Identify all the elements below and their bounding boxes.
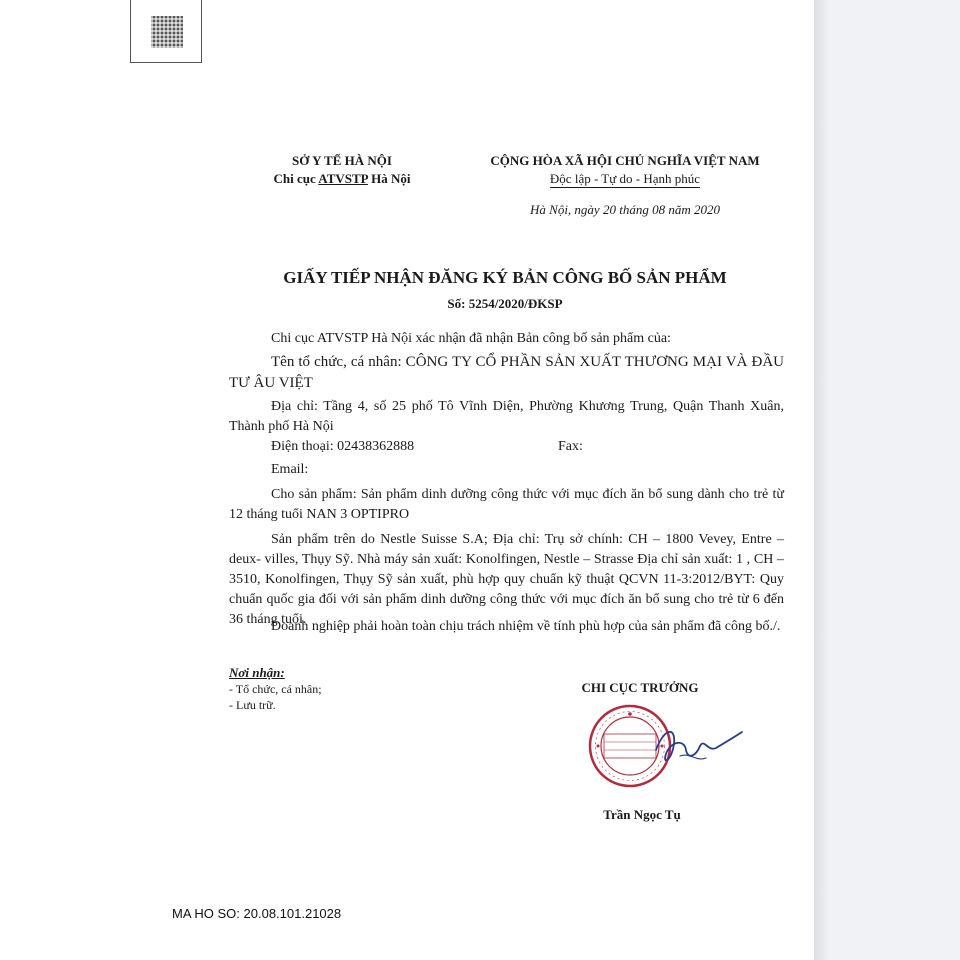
recipients-heading: Nơi nhận: bbox=[229, 665, 285, 680]
signer-title: CHI CỤC TRƯỞNG bbox=[581, 680, 699, 695]
recipient-item: - Lưu trữ. bbox=[229, 698, 276, 712]
record-code: MA HO SO: 20.08.101.21028 bbox=[172, 906, 342, 921]
signature-scribble-icon bbox=[650, 716, 746, 776]
viewer-background bbox=[814, 0, 960, 960]
email-line: Email: bbox=[271, 462, 309, 477]
qr-code-icon bbox=[151, 16, 183, 48]
sub-agency-prefix: Chi cục bbox=[273, 171, 319, 186]
product-paragraph: Cho sản phẩm: Sản phẩm dinh dưỡng công thức với mục đích ăn bổ sung dành cho trẻ từ 12 tháng tuổi NAN 3 OPTIPRO bbox=[229, 487, 784, 522]
manufacturer-paragraph: Sản phẩm trên do Nestle Suisse S.A; Địa chỉ: Trụ sở chính: CH – 1800 Vevey, Entre – deux- villes, Thụy Sỹ. Nhà máy sản xuất: Konolfingen, Nestle – Strasse Địa chỉ sản xuất: 1 , CH – 3510, Konolfingen, Thụy Sỹ sản xuất, phù hợp quy chuẩn kỹ thuật QCVN 11-3:2012/BYT: Quy chuẩn quốc gia đối với sản phẩm dinh dưỡng công thức với mục đích ăn bổ sung cho trẻ từ 6 đến 36 tháng tuổi. bbox=[229, 532, 784, 627]
phone-line: Điện thoại: 02438362888 bbox=[271, 439, 415, 454]
address-paragraph: Địa chỉ: Tầng 4, số 25 phố Tô Vĩnh Diện, Phường Khương Trung, Quận Thanh Xuân, Thành phố Hà Nội bbox=[229, 399, 784, 434]
national-motto-text: Độc lập - Tự do - Hạnh phúc bbox=[549, 171, 701, 186]
qr-code-box bbox=[130, 0, 202, 63]
sub-agency-name bbox=[262, 171, 422, 187]
responsibility-paragraph: Doanh nghiệp phải hoàn toàn chịu trách nhiệm về tính phù hợp của sản phẩm đã công bố./. bbox=[271, 619, 781, 634]
signer-name: Trần Ngọc Tụ bbox=[603, 807, 681, 822]
sub-agency-underlined: ATVSTP bbox=[318, 171, 368, 186]
organization-paragraph: Tên tổ chức, cá nhân: CÔNG TY CỔ PHẦN SẢN XUẤT THƯƠNG MẠI VÀ ĐẦU TƯ ÂU VIỆT bbox=[229, 354, 784, 391]
page-edge-shadow bbox=[814, 0, 828, 960]
document-title: GIẤY TIẾP NHẬN ĐĂNG KÝ BẢN CÔNG BỐ SẢN PHẨM bbox=[283, 268, 727, 287]
issue-date: Hà Nội, ngày 20 tháng 08 năm 2020 bbox=[530, 202, 720, 217]
recipient-item: - Tổ chức, cá nhân; bbox=[229, 682, 322, 696]
national-motto bbox=[470, 171, 780, 187]
intro-paragraph: Chi cục ATVSTP Hà Nội xác nhận đã nhận Bản công bố sản phẩm của: bbox=[271, 331, 671, 346]
agency-name: SỞ Y TẾ HÀ NỘI bbox=[292, 153, 392, 168]
sub-agency-suffix: Hà Nội bbox=[367, 171, 411, 186]
nation-name: CỘNG HÒA XÃ HỘI CHỦ NGHĨA VIỆT NAM bbox=[490, 153, 760, 168]
document-number: Số: 5254/2020/ĐKSP bbox=[447, 296, 563, 311]
fax-line: Fax: bbox=[558, 439, 583, 454]
